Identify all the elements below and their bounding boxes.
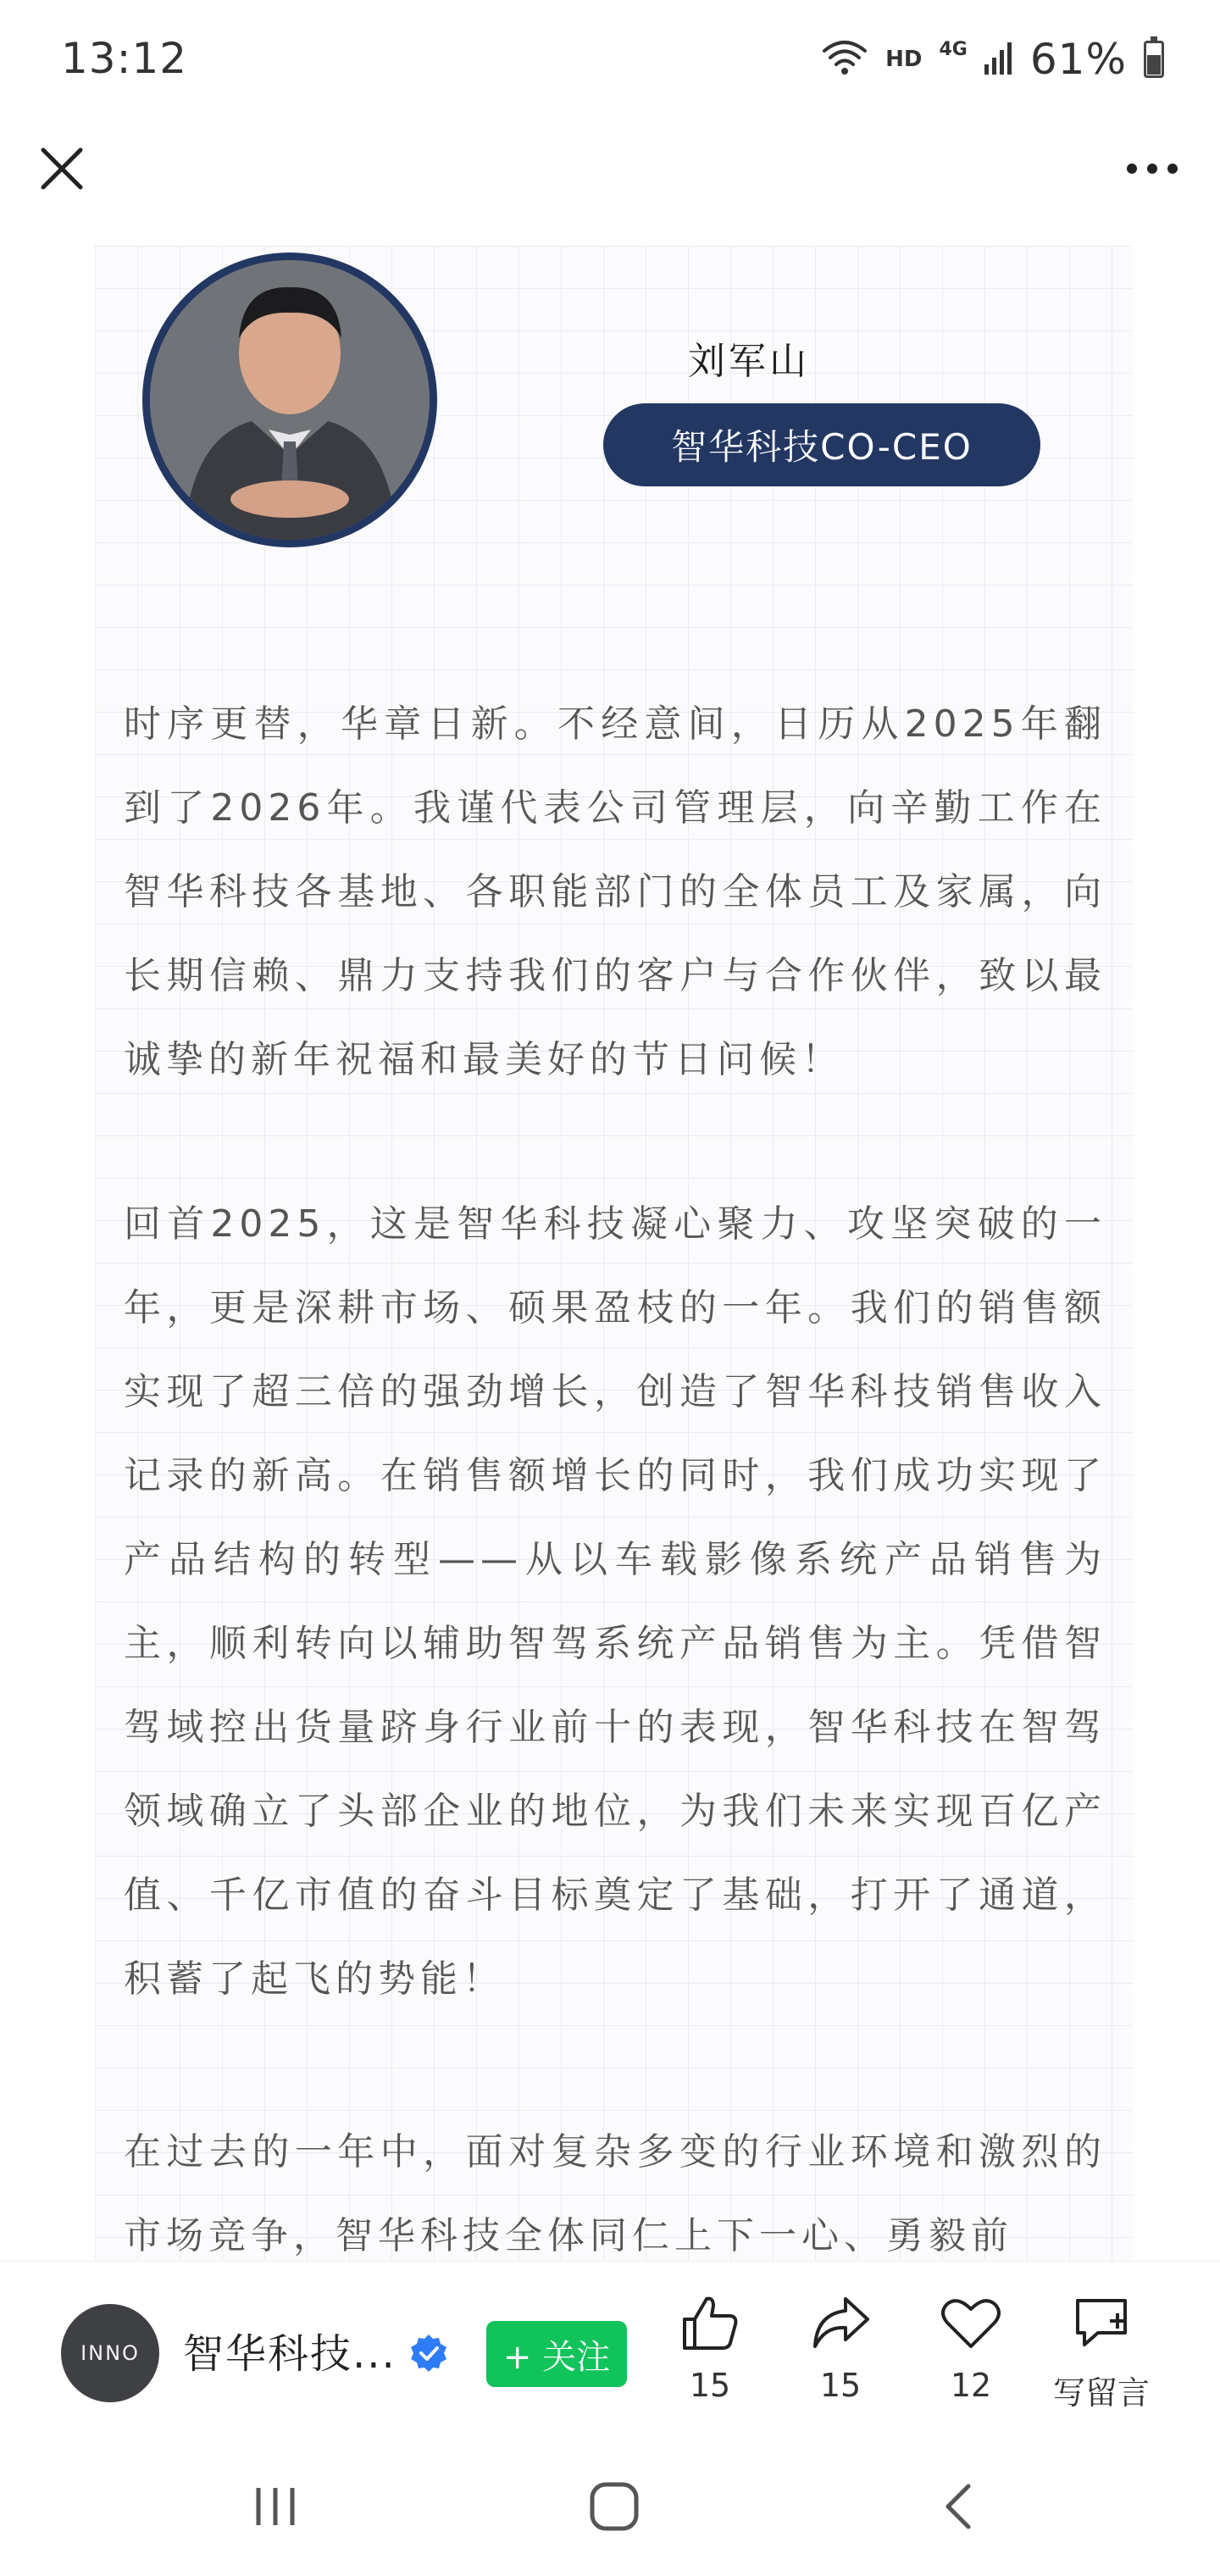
share-button[interactable] xyxy=(781,2290,900,2426)
network-label: 4G xyxy=(939,38,968,60)
verified-icon xyxy=(408,2333,449,2373)
more-dots-icon xyxy=(1147,164,1157,174)
follow-button[interactable]: + 关注 xyxy=(486,2321,627,2387)
wifi-icon xyxy=(821,39,868,80)
status-indicators xyxy=(821,36,1164,83)
article-paragraph: 在过去的一年中，面对复杂多变的行业环境和激烈的市场竞争，智华科技全体同仁上下一心、勇毅前 xyxy=(124,2130,1106,2257)
author-title-badge: 智华科技CO-CEO xyxy=(603,403,1040,486)
close-button[interactable] xyxy=(29,136,95,202)
account-avatar[interactable]: INNO xyxy=(61,2304,159,2402)
more-dots-icon xyxy=(1127,164,1137,174)
more-dots-icon xyxy=(1167,164,1178,174)
battery-percent: 61% xyxy=(1029,35,1127,84)
share-count: 15 xyxy=(819,2367,862,2404)
favorite-count: 12 xyxy=(950,2367,992,2404)
author-name: 刘军山 xyxy=(688,340,810,383)
status-bar xyxy=(0,0,1220,115)
back-button[interactable] xyxy=(920,2473,996,2540)
article-paragraph: 回首2025，这是智华科技凝心聚力、攻坚突破的一年，更是深耕市场、硕果盈枝的一年。我们的销售额实现了超三倍的强劲增长，创造了智华科技销售收入记录的新高。在销售额增长的同时，我们成功实现了产品结构的转型——从以车载影像系统产品销售为主，顺利转向以辅助智驾系统产品销售为主。凭借智驾域控出货量跻身行业前十的表现，智华科技在智驾领域确立了头部企业的地位，为我们未来实现百亿产值、千亿市值的奋斗目标奠定了基础，打开了通道，积蓄了起飞的势能！ xyxy=(124,1202,1106,2001)
author-photo xyxy=(150,260,430,540)
back-icon xyxy=(941,2481,975,2532)
author-avatar xyxy=(142,253,437,547)
close-icon xyxy=(38,145,86,192)
like-count: 15 xyxy=(689,2367,731,2404)
hd-label: HD xyxy=(885,47,923,72)
status-time: 13:12 xyxy=(61,34,188,83)
home-icon xyxy=(588,2480,640,2533)
bottom-action-bar xyxy=(0,2261,1220,2439)
recent-apps-button[interactable] xyxy=(237,2473,313,2540)
signal-icon xyxy=(984,41,1013,78)
article-paragraph: 时序更替，华章日新。不经意间，日历从2025年翻到了2026年。我谨代表公司管理层，向辛勤工作在智华科技各基地、各职能部门的全体员工及家属，向长期信赖、鼎力支持我们的客户与合作伙伴，致以最诚挚的新年祝福和最美好的节日问候！ xyxy=(124,702,1106,1081)
heart-icon xyxy=(939,2290,1003,2355)
favorite-button[interactable] xyxy=(912,2290,1030,2426)
like-button[interactable] xyxy=(651,2290,769,2426)
battery-icon xyxy=(1144,41,1164,78)
share-icon xyxy=(808,2290,873,2355)
home-button[interactable] xyxy=(576,2473,652,2540)
comment-icon xyxy=(1069,2290,1134,2355)
thumbs-up-icon xyxy=(678,2290,742,2355)
account-name[interactable]: 智华科技... xyxy=(183,2330,396,2378)
system-nav-bar xyxy=(0,2439,1220,2576)
battery-fill xyxy=(1147,55,1161,75)
more-options-button[interactable] xyxy=(1110,136,1195,202)
article-content[interactable] xyxy=(95,246,1133,2262)
comment-label: 写留言 xyxy=(1052,2374,1150,2412)
comment-button[interactable] xyxy=(1042,2290,1161,2426)
recent-apps-icon xyxy=(250,2484,301,2529)
